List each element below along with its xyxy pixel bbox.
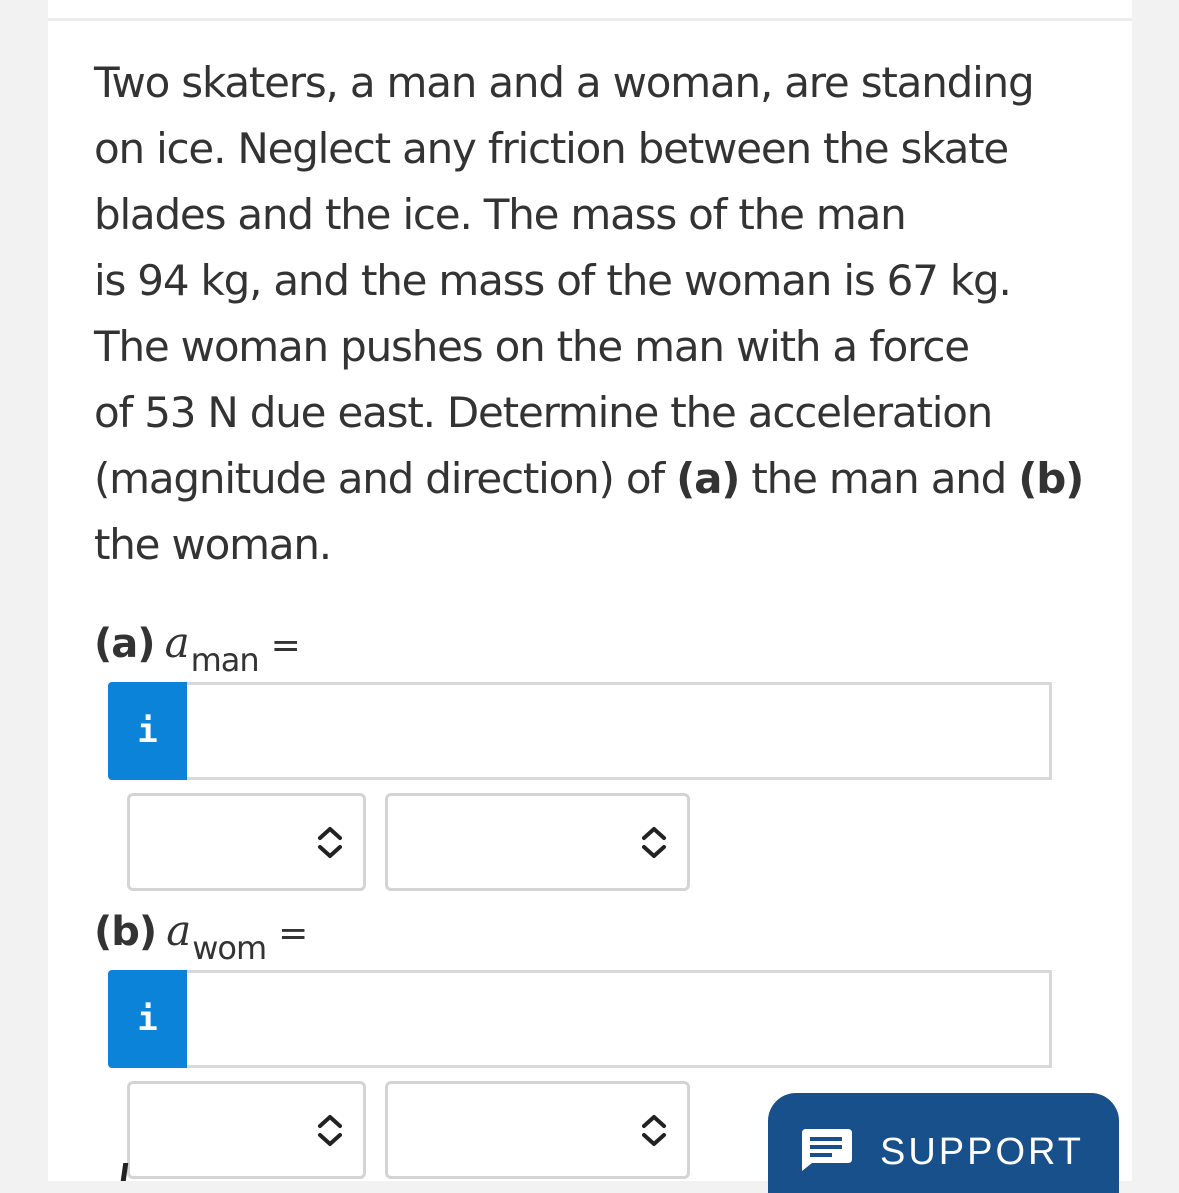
question-text-segment: (magnitude and direction) of (94, 454, 677, 503)
question-panel (48, 0, 1132, 1181)
info-button[interactable] (108, 682, 187, 780)
part-b-label (94, 906, 308, 967)
part-b-units-select[interactable] (127, 1081, 366, 1179)
info-icon: i (137, 999, 158, 1039)
chevron-up-down-icon (316, 1109, 344, 1151)
part-letter: (a) (94, 621, 155, 667)
part-a-answer-row (108, 682, 1052, 780)
question-line: on ice. Neglect any friction between the skate (94, 124, 1009, 173)
part-b-answer-row (108, 970, 1052, 1068)
question-line: The woman pushes on the man with a force (94, 322, 969, 371)
chevron-up-down-icon (316, 821, 344, 863)
question-text (94, 50, 1104, 578)
chevron-up-down-icon (640, 1109, 668, 1151)
question-text-segment: the man and (739, 454, 1019, 503)
equals-sign: = (278, 913, 308, 954)
part-b-direction-select[interactable] (385, 1081, 690, 1179)
part-a-reference: (a) (676, 454, 740, 503)
info-icon: i (137, 711, 158, 751)
part-letter: (b) (94, 909, 157, 955)
chat-bubble-icon (800, 1127, 854, 1173)
part-a-units-select[interactable] (127, 793, 366, 891)
equals-sign: = (270, 625, 300, 666)
support-label: SUPPORT (880, 1131, 1085, 1173)
variable-subscript: man (190, 641, 259, 679)
question-line: Two skaters, a man and a woman, are standing (94, 58, 1034, 107)
divider (48, 18, 1132, 21)
question-line (94, 446, 1104, 512)
chevron-up-down-icon (640, 821, 668, 863)
part-a-label (94, 618, 300, 679)
question-line: the woman. (94, 520, 331, 569)
variable-subscript: wom (192, 929, 267, 967)
variable-symbol: a (166, 906, 191, 955)
info-button[interactable] (108, 970, 187, 1068)
question-line: is 94 kg, and the mass of the woman is 67 kg. (94, 256, 1011, 305)
part-b-reference: (b) (1018, 454, 1084, 503)
part-a-answer-input[interactable] (187, 682, 1052, 780)
part-b-answer-input[interactable] (187, 970, 1052, 1068)
variable-symbol: a (164, 618, 189, 667)
part-a-direction-select[interactable] (385, 793, 690, 891)
question-line: blades and the ice. The mass of the man (94, 190, 906, 239)
question-line: of 53 N due east. Determine the acceleration (94, 388, 993, 437)
support-button[interactable] (768, 1093, 1119, 1193)
